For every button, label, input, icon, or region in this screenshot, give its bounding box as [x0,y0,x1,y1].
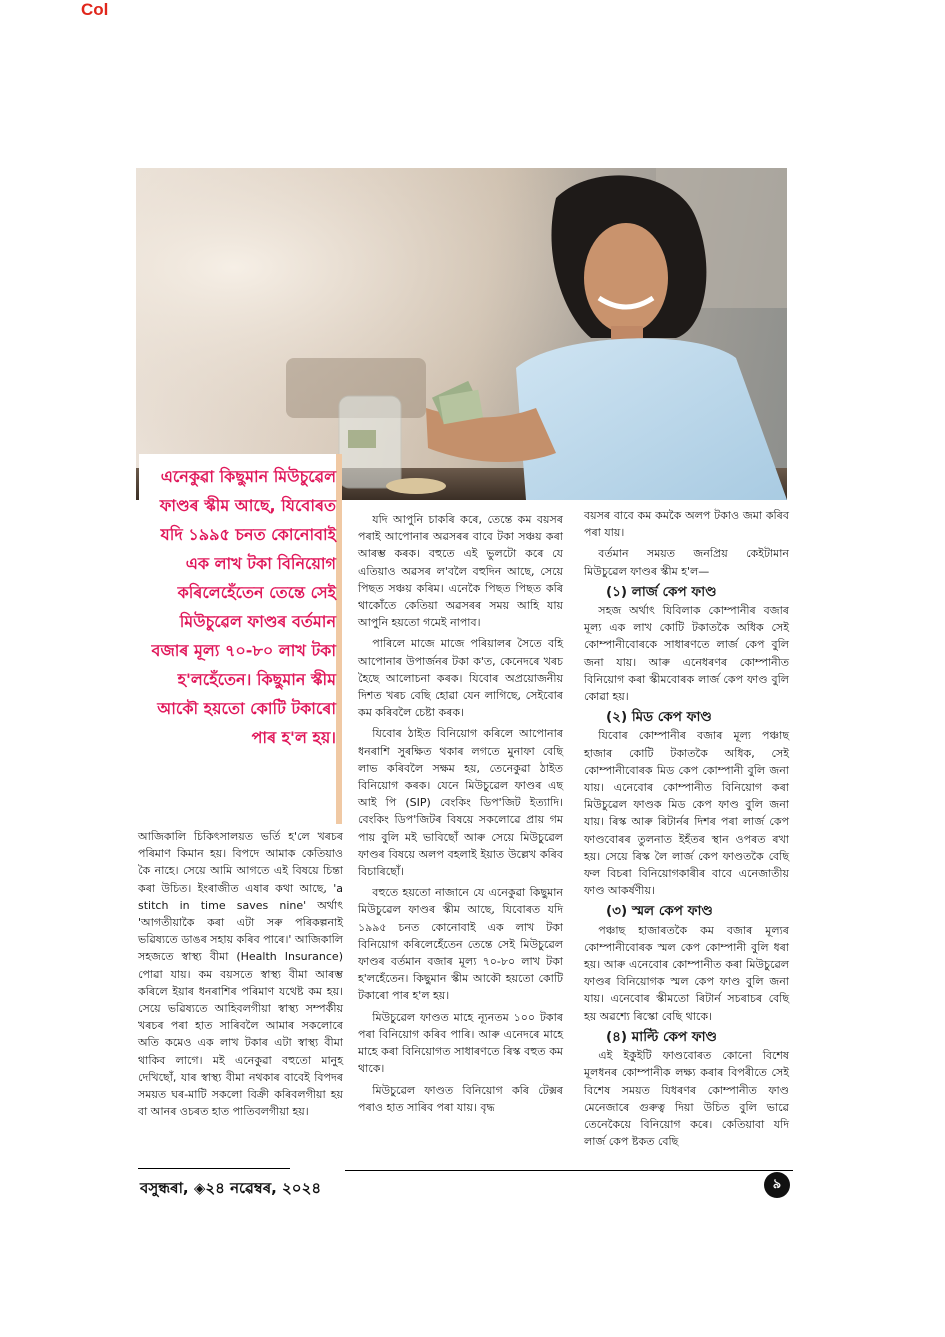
paragraph: যিবোৰ কোম্পানীৰ বজাৰ মূল্য পঞ্চাছ হাজাৰ কোটি টকাতকৈ অধিক, সেই কোম্পানীবোৰক মিড কেপ কোম্পানী বুলি জনা যায়। এনেবোৰ কোম্পানীত বিনিয়োগ কৰা মিউচুৱেল ফাণ্ডক মিড কেপ ফাণ্ড বুলি জনা যায়। ৰিস্ক আৰু ৰিটাৰ্নৰ দিশৰ পৰা লাৰ্জ কেপ ফাণ্ডবোৰৰ তুলনাত ইহঁতৰ স্থান ওপৰত ৰখা হয়। সেয়ে ৰিস্ক লৈ লাৰ্জ কেপ ফাণ্ডতকৈ বেছি ফল বিচৰা বিনিয়োগকাৰীৰ বাবে এনেজাতীয় ফাণ্ড আকৰ্ষণীয়। [584,729,789,898]
footer-rule-left [138,1168,290,1169]
subheading-large-cap: (১) লাৰ্জ কেপ ফাণ্ড [606,583,717,600]
paragraph: এই ইকুইটি ফাণ্ডবোৰত কোনো বিশেষ মূলধনৰ কোম্পানীক লক্ষ্য কৰাৰ বিপৰীতে সেই বিশেষ সময়ত যিধৰণৰ কোম্পানীত ফাণ্ড মেনেজাৰে গুৰুত্ব দিয়া উচিত বুলি ভাৱে তেনেকৈয়ে বিনিয়োগ কৰে। কেতিয়াবা যদি লাৰ্জ কেপ ষ্টকত বেছি [584,1049,789,1149]
column-2 [358,511,563,1120]
paragraph: পঞ্চাছ হাজাৰতকৈ কম বজাৰ মূল্যৰ কোম্পানীবোৰক স্মল কেপ কোম্পানী বুলি ধৰা হয়। আৰু এনেবোৰ কোম্পানীত কৰা মিউচুৱেল ফাণ্ডৰ বিনিয়োগক স্মল কেপ ফাণ্ড বুলি জনা যায়। এনেবোৰ স্কীমতো ৰিটাৰ্ন সচৰাচৰ বেছি হয় অৱশ্যে ৰিস্কো বেছি থাকে। [584,923,789,1023]
column-1 [138,828,343,1124]
subheading-mid-cap: (২) মিড কেপ ফাণ্ড [606,709,712,726]
page-footer: বসুন্ধৰা, ◈২৪ নৱেম্বৰ, ২০২৪ [140,1179,322,1197]
paragraph: যদি আপুনি চাকৰি কৰে, তেন্তে কম বয়সৰ পৰাই আপোনাৰ অৱসৰৰ বাবে টকা সঞ্চয় কৰা আৰম্ভ কৰক। বহুতে এই ভুলটো কৰে যে এতিয়াও অৱসৰ ল'বলৈ বহুদিন আছে, সেয়ে পিছত সঞ্চয় কৰিম। এনেকৈ পিছত পিছত কৰি থাকোঁতে কেতিয়া অৱসৰৰ সময় আহি যায় আপুনি হয়তো গমেই নাপাব। [358,513,563,630]
paragraph: বহুতে হয়তো নাজানে যে এনেকুৱা কিছুমান মিউচুৱেল ফাণ্ডৰ স্কীম আছে, যিবোৰত যদি ১৯৯৫ চনত কোনোবাই এক লাখ টকা বিনিয়োগ কৰিলেহেঁতেন তেন্তে সেই মিউচুৱেল ফাণ্ডৰ বৰ্তমান বজাৰ মূল্য ৭০-৮০ লাখ টকা হ'লহেঁতেন। কিছুমান স্কীম আকৌ হয়তো কোটি টকাৰো পাৰ হ'ল হয়। [358,886,563,1003]
pull-quote-box [139,454,342,824]
article-photo [136,168,787,500]
woman-holding-money-photo [136,168,787,500]
subheading-multi-cap: (৪) মাল্টি কেপ ফাণ্ড [606,1028,717,1045]
footer-rule-right [345,1170,793,1171]
paragraph: মিউচুৱেল ফাণ্ডত মাহে ন্যূনতম ১০০ টকাৰ পৰা বিনিয়োগ কৰিব পাৰি। আৰু এনেদৰে মাহে মাহে কৰা বিনিয়োগত সাধাৰণতে ৰিস্ক বহুত কম থাকে। [358,1010,563,1076]
subheading-small-cap: (৩) স্মল কেপ ফাণ্ড [606,903,713,920]
corner-label: Col [81,0,109,19]
column-3 [584,507,789,1154]
paragraph: সহজ অৰ্থাৎ যিবিলাক কোম্পানীৰ বজাৰ মূল্য এক লাখ কোটি টকাতকৈ অধিক সেই কোম্পানীবোৰকে সাধাৰণতে লাৰ্জ কেপ বুলি জনা যায়। আৰু এনেধৰণৰ কোম্পানীত বিনিয়োগ কৰা স্কীমবোৰক লাৰ্জ কেপ ফাণ্ড বুলি কোৱা হয়। [584,604,789,704]
paragraph: পাৰিলে মাজে মাজে পৰিয়ালৰ সৈতে বহি আপোনাৰ উপাৰ্জনৰ টকা ক'ত, কেনেদৰে খৰচ হৈছে আলোচনা কৰক। যিবোৰ অপ্ৰয়োজনীয় দিশত খৰচ বেছি হোৱা যেন লাগিছে, সেইবোৰ কম কৰিবলৈ চেষ্টা কৰক। [358,637,563,720]
paragraph: আজিকালি চিকিৎসালয়ত ভৰ্তি হ'লে খৰচৰ পৰিমাণ কিমান হয়। বিপদে আমাক কেতিয়াও কৈ নাহে। সেয়ে আমি আগতে এই বিষয়ে চিন্তা কৰা উচিত। ইংৰাজীত এষাৰ কথা আছে, 'a stitch in time saves nine' অৰ্থাৎ 'আগতীয়াকৈ কৰা এটা সৰু পৰিকল্পনাই ভৱিষ্যতে ডাঙৰ সহায় কৰিব পাৰে।' আজিকালি সহজতে স্বাস্থ্য বীমা (Health Insurance) পোৱা যায়। কম বয়সতে স্বাস্থ্য বীমা আৰম্ভ কৰিলে ইয়াৰ ধনৰাশিৰ পৰিমাণ যথেষ্ট কম হয়। সেয়ে ভৱিষ্যতে আহিবলগীয়া স্বাস্থ্য সম্পৰ্কীয় খৰচৰ পৰা হাত সাৰিবলৈ আমাৰ সকলোৰে অতি কমেও এক লাখ টকাৰ এটা স্বাস্থ্য বীমা থাকিব লাগে। মই এনেকুৱা বহুতো মানুহ দেখিছোঁ, যাৰ স্বাস্থ্য বীমা নথকাৰ বাবেই বিপদৰ সময়ত ঘৰ-মাটি সকলো বিক্ৰী কৰিবলগীয়া হয় বা আনৰ ওচৰত হাত পাতিবলগীয়া হয়। [138,830,343,1119]
paragraph: যিবোৰ ঠাইত বিনিয়োগ কৰিলে আপোনাৰ ধনৰাশি সুৰক্ষিত থকাৰ লগতে মুনাফা বেছি লাভ কৰিবলৈ সক্ষম হয়, তেনেকুৱা ঠাইত বিনিয়োগ কৰক। যেনে মিউচুৱেল ফাণ্ডৰ এছ আই পি (SIP) বেংকিং ডিপ'জিট ইত্যাদি। বেংকিং ডিপ'জিটৰ বিষয়ে সকলোৱে প্ৰায় গম পায় বুলি মই ভাবিছোঁ আৰু সেয়ে মিউচুৱেল ফাণ্ডৰ বিষয়ে অলপ বহলাই ইয়াত উল্লেখ কৰিব বিচাৰিছোঁ। [358,727,563,879]
pull-quote: এনেকুৱা কিছুমান মিউচুৱেল ফাণ্ডৰ স্কীম আছে, যিবোৰত যদি ১৯৯৫ চনত কোনোবাই এক লাখ টকা বিনিয়োগ কৰিলেহেঁতেন তেন্তে সেই মিউচুৱেল ফাণ্ডৰ বৰ্তমান বজাৰ মূল্য ৭০-৮০ লাখ টকা হ'লহেঁতেন। কিছুমান স্কীম আকৌ হয়তো কোটি টকাৰো পাৰ হ'ল হয়। [151,467,336,747]
paragraph: মিউচুৱেল ফাণ্ডত বিনিয়োগ কৰি টেক্সৰ পৰাও হাত সাৰিব পৰা যায়। বৃদ্ধ [358,1083,563,1114]
paragraph: বয়সৰ বাবে কম কমকৈ অলপ টকাও জমা কৰিব পৰা যায়। [584,509,789,540]
paragraph: বৰ্তমান সময়ত জনপ্ৰিয় কেইটামান মিউচুৱেল ফাণ্ডৰ স্কীম হ'ল— [584,547,789,578]
page-number: ৯ [764,1172,790,1198]
